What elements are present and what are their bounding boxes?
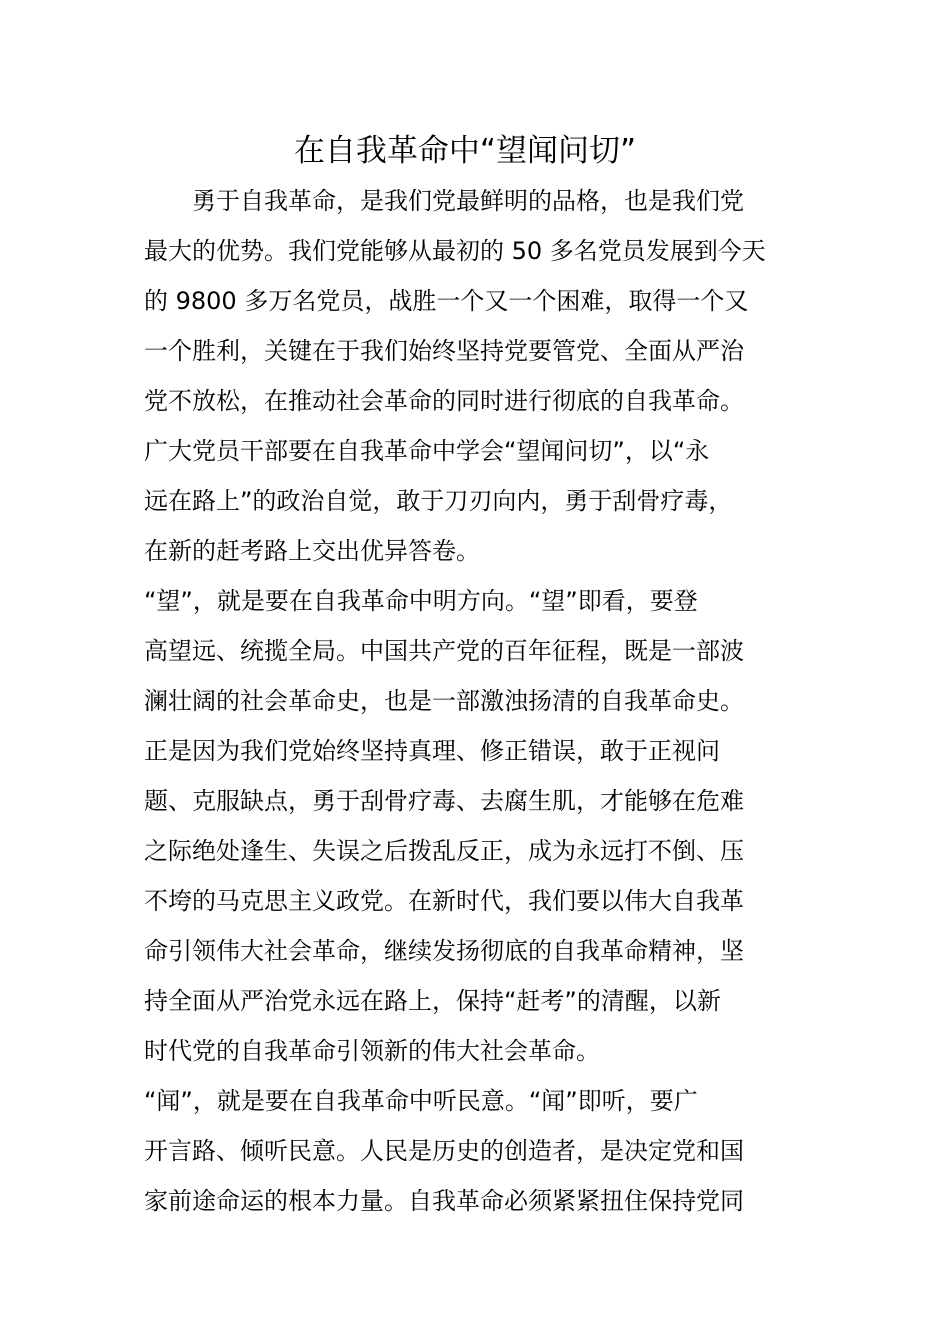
document-title: 在自我革命中“望闻问切” <box>293 133 637 169</box>
body-text-line: 一个胜利，关键在于我们始终坚持党要管党、全面从严治 <box>144 337 744 365</box>
body-text-line: 命引领伟大社会革命，继续发扬彻底的自我革命精神，坚 <box>144 937 744 965</box>
body-text-line: 不垮的马克思主义政党。在新时代，我们要以伟大自我革 <box>144 887 744 915</box>
body-text-line: “望”，就是要在自我革命中明方向。“望”即看，要登 <box>144 587 698 615</box>
body-text-line: 勇于自我革命，是我们党最鲜明的品格，也是我们党 <box>144 187 744 215</box>
body-text-line: 正是因为我们党始终坚持真理、修正错误，敢于正视问 <box>144 737 720 765</box>
body-text-line: 最大的优势。我们党能够从最初的 50 多名党员发展到今天 <box>144 237 766 265</box>
body-text-line: 题、克服缺点，勇于刮骨疗毒、去腐生肌，才能够在危难 <box>144 787 744 815</box>
body-text-line: 高望远、统揽全局。中国共产党的百年征程，既是一部波 <box>144 637 744 665</box>
body-text-line: 的 9800 多万名党员，战胜一个又一个困难，取得一个又 <box>144 287 749 315</box>
body-text-line: 时代党的自我革命引领新的伟大社会革命。 <box>144 1037 600 1065</box>
body-text-line: 开言路、倾听民意。人民是历史的创造者，是决定党和国 <box>144 1137 744 1165</box>
body-text-line: 之际绝处逢生、失误之后拨乱反正，成为永远打不倒、压 <box>144 837 744 865</box>
body-text-line: 在新的赶考路上交出优异答卷。 <box>144 537 480 565</box>
body-text-line: 澜壮阔的社会革命史，也是一部激浊扬清的自我革命史。 <box>144 687 744 715</box>
body-text-line: “闻”，就是要在自我革命中听民意。“闻”即听，要广 <box>144 1087 698 1115</box>
body-text-line: 远在路上”的政治自觉，敢于刀刃向内，勇于刮骨疗毒， <box>144 487 733 515</box>
body-text-line: 党不放松，在推动社会革命的同时进行彻底的自我革命。 <box>144 387 744 415</box>
body-text-line: 广大党员干部要在自我革命中学会“望闻问切”，以“永 <box>144 437 710 465</box>
body-text-line: 家前途命运的根本力量。自我革命必须紧紧扭住保持党同 <box>144 1187 744 1215</box>
body-text-line: 持全面从严治党永远在路上，保持“赶考”的清醒，以新 <box>144 987 721 1015</box>
